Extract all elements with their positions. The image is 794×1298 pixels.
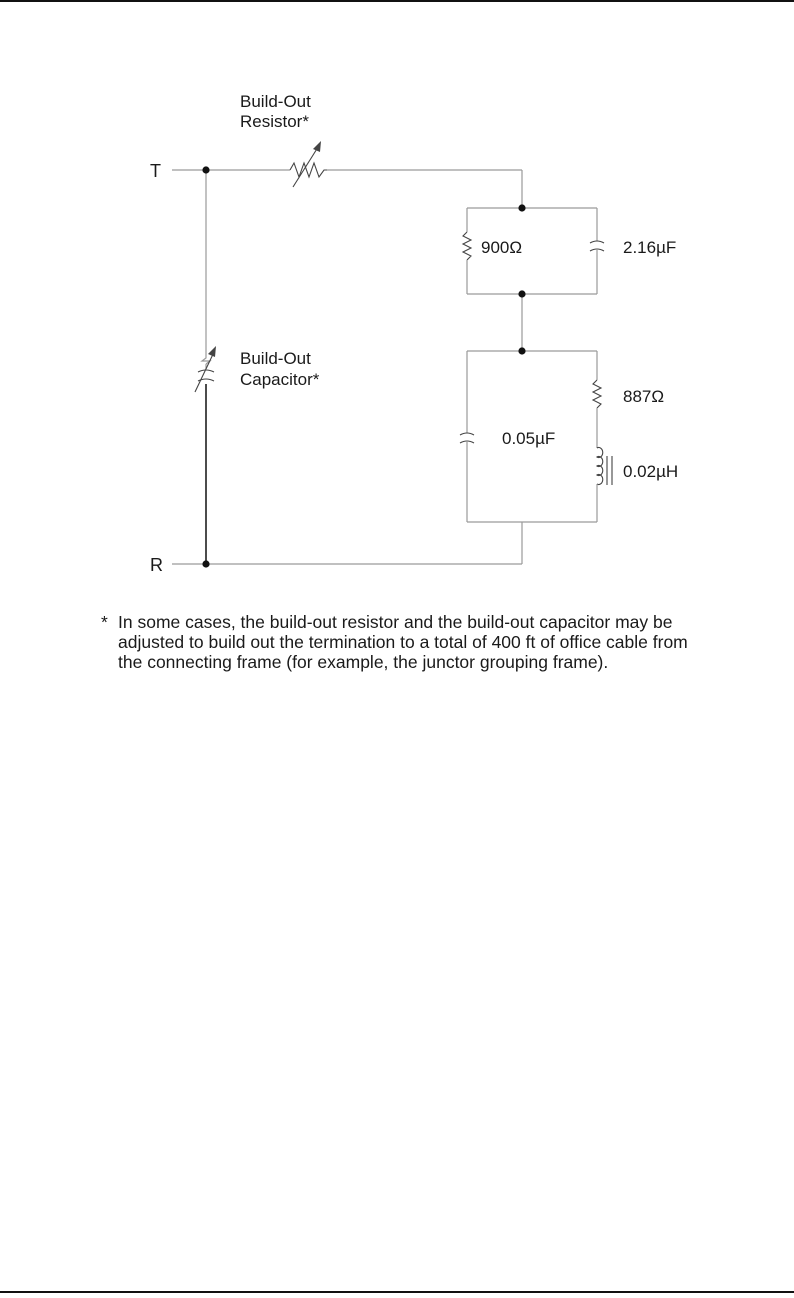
build-out-capacitor-label <box>240 349 320 389</box>
upper-capacitor-label: 2.16µF <box>623 238 677 257</box>
circuit-diagram <box>0 0 794 600</box>
build-out-capacitor-label-line2: Capacitor* <box>240 370 320 389</box>
upper-network <box>463 208 604 351</box>
build-out-resistor-label-line1: Build-Out <box>240 92 311 111</box>
upper-resistor-label: 900Ω <box>481 238 523 257</box>
wires <box>172 170 522 564</box>
footnote <box>101 612 701 672</box>
build-out-resistor-label-line2: Resistor* <box>240 112 309 131</box>
build-out-resistor-symbol <box>290 141 327 187</box>
bottom-rule <box>0 1291 794 1293</box>
footnote-marker: * <box>101 612 108 632</box>
junction-node <box>518 204 525 211</box>
junction-node <box>202 166 209 173</box>
lower-resistor-label: 887Ω <box>623 387 665 406</box>
terminal-r-label: R <box>150 555 163 575</box>
junction-node <box>202 560 209 567</box>
footnote-text: In some cases, the build-out resistor and the build-out capacitor may be adjusted to build out the termination to a total of 400 ft of office cable from the connecting frame (for example, the junctor grouping frame). <box>118 612 688 672</box>
junction-node <box>518 347 525 354</box>
terminal-t-label: T <box>150 161 161 181</box>
lower-inductor-label: 0.02µH <box>623 462 679 481</box>
build-out-resistor-label <box>240 92 316 131</box>
junction-node <box>518 290 525 297</box>
build-out-capacitor-label-line1: Build-Out <box>240 349 311 368</box>
lower-capacitor-label: 0.05µF <box>502 429 556 448</box>
